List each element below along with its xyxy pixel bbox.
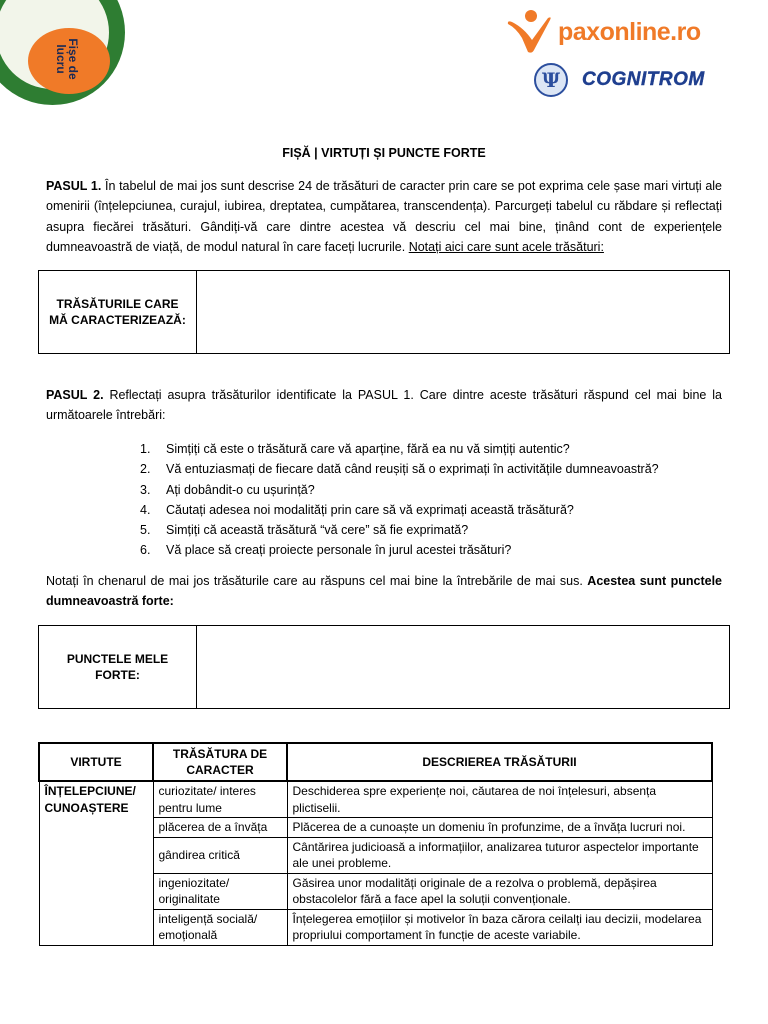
psi-logo-icon: Ψ — [534, 63, 568, 97]
question-list — [140, 439, 659, 561]
pax-person-icon — [506, 8, 552, 56]
trait-cell: gândirea critică — [153, 837, 287, 873]
column-header-description: DESCRIEREA TRĂSĂTURII — [287, 743, 712, 781]
traits-box — [38, 270, 730, 354]
description-cell: Plăcerea de a cunoaște un domeniu în profunzime, de a învăța lucruri noi. — [287, 818, 712, 838]
traits-box-label: TRĂSĂTURILE CARE MĂ CARACTERIZEAZĂ: — [39, 271, 197, 353]
strengths-note-text: Notați în chenarul de mai jos trăsăturile care au răspuns cel mai bine la întrebările de mai sus. — [46, 574, 588, 588]
list-item: 1. Simțiți că este o trăsătură care vă aparține, fără ea nu vă simțiți autentic? — [140, 442, 570, 456]
strengths-note — [46, 571, 722, 612]
step1-text: În tabelul de mai jos sunt descrise 24 de trăsături de caracter prin care se pot exprima cele șase mari virtuți ale omenirii (înțelepciunea, curajul, iubirea, dreptatea, cumpătarea, transcendența). Parcurgeți tabelul cu răbdare și reflectați asupra fiecărei trăsături. Gândiți-vă care dintre acestea vă descriu cel mai bine, ținând cont de experiențele dumneavoastră de viață, de modul natural în care faceți lucrurile. — [46, 179, 722, 255]
list-item: 4. Căutați adesea noi modalități prin care să vă exprimați această trăsătură? — [140, 502, 574, 517]
cognitrom-brand-text: COGNITROM — [582, 69, 705, 90]
list-item: 6. Vă place să creați proiecte personale în jurul acestei trăsături? — [140, 543, 512, 558]
worksheet-badge — [0, 0, 125, 105]
description-cell: Deschiderea spre experiențe noi, căutarea de noi înțelesuri, absența plictiselii. — [287, 781, 712, 818]
strengths-answer-area[interactable] — [197, 626, 729, 708]
step2-paragraph — [46, 385, 722, 426]
paxonline-logo — [506, 8, 701, 56]
virtue-cell: ÎNȚELEPCIUNE/ CUNOAȘTERE — [39, 781, 153, 945]
badge-label: Fișe de lucru — [54, 38, 80, 80]
list-item: 2. Vă entuziasmați de fiecare dată când reușiți să o exprimați în activitățile dumneavoastră? — [140, 462, 659, 477]
column-header-virtue: VIRTUTE — [39, 743, 153, 781]
trait-cell: curiozitate/ interes pentru lume — [153, 781, 287, 818]
table-row — [39, 781, 712, 818]
traits-table — [38, 742, 713, 946]
table-header-row — [39, 743, 712, 781]
strengths-box-label: PUNCTELE MELE FORTE: — [39, 626, 197, 708]
description-cell: Cântărirea judicioasă a informațiilor, analizarea tuturor aspectelor importante ale unei probleme. — [287, 837, 712, 873]
pax-brand-text: paxonline.ro — [558, 17, 701, 46]
list-item: 5. Simțiți că această trăsătură “vă cere” să fie exprimată? — [140, 523, 469, 538]
page-title: FIȘĂ | VIRTUȚI ȘI PUNCTE FORTE — [282, 146, 486, 160]
description-cell: Înțelegerea emoțiilor și motivelor în baza cărora ceilalți iau decizii, modelarea propriului comportament în funcție de aceste variabile. — [287, 909, 712, 945]
list-item: 3. Ați dobândit-o cu ușurință? — [140, 482, 315, 497]
step2-text: Reflectați asupra trăsăturilor identificate la PASUL 1. Care dintre aceste trăsături răspund cel mai bine la următoarele întrebări: — [46, 388, 722, 423]
trait-cell: ingeniozitate/ originalitate — [153, 873, 287, 909]
trait-cell: inteligență socială/ emoțională — [153, 909, 287, 945]
strengths-box — [38, 625, 730, 709]
traits-answer-area[interactable] — [197, 271, 729, 353]
trait-cell: plăcerea de a învăța — [153, 818, 287, 838]
step1-label: PASUL 1. — [46, 179, 102, 193]
column-header-trait: TRĂSĂTURA DE CARACTER — [153, 743, 287, 781]
step1-paragraph — [46, 176, 722, 258]
description-cell: Găsirea unor modalități originale de a rezolva o problemă, depășirea obstacolelor fără a face apel la soluții convenționale. — [287, 873, 712, 909]
strengths-note-bold: Acestea sunt punctele dumneavoastră forte: — [46, 574, 722, 609]
cognitrom-logo — [534, 63, 705, 97]
step1-instruction: Notați aici care sunt acele trăsături: — [408, 240, 604, 255]
step2-label: PASUL 2. — [46, 388, 104, 402]
